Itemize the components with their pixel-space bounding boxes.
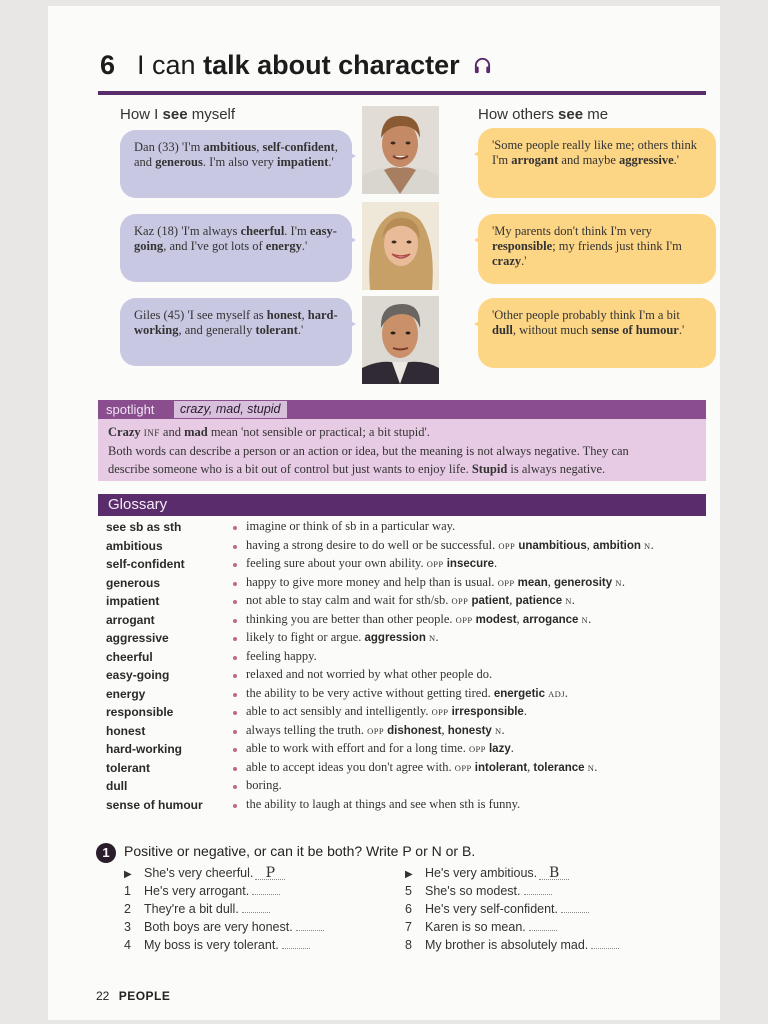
glossary-definition: feeling happy. <box>246 648 317 663</box>
glossary-term: aggressive <box>106 631 169 645</box>
glossary-definition: able to accept ideas you don't agree with. OPP intolerant, tolerance N. <box>246 759 598 774</box>
bullet-dot-icon <box>233 600 237 604</box>
spotlight-line-3: describe someone who is a bit out of control but just wants to enjoy life. Stupid is always negative. <box>108 462 606 476</box>
glossary-row <box>106 574 706 593</box>
glossary-row <box>106 796 706 815</box>
item-text: He's very arrogant. <box>144 884 250 898</box>
glossary-term: generous <box>106 575 161 590</box>
exercise-item <box>124 920 324 934</box>
bullet-dot-icon <box>233 748 237 752</box>
exercise-item <box>124 902 270 916</box>
exercise-instruction: Positive or negative, or can it be both? Write P or N or B. <box>124 843 476 859</box>
item-text: My boss is very tolerant. <box>144 938 279 952</box>
item-text: They're a bit dull. <box>144 902 239 916</box>
bullet-dot-icon <box>233 711 237 715</box>
glossary-term: cheerful <box>106 649 153 664</box>
item-number: 6 <box>405 902 412 916</box>
exercise-item <box>124 866 285 880</box>
glossary-definition: relaxed and not worried by what other people do. <box>246 667 493 681</box>
glossary-term: honest <box>106 723 146 738</box>
unit-number: 6 <box>100 50 116 80</box>
glossary-row <box>106 722 706 741</box>
glossary-definition: able to act sensibly and intelligently. OPP irresponsible. <box>246 704 527 718</box>
glossary-term: arrogant <box>106 612 155 627</box>
example-arrow-icon: ▶ <box>124 869 132 880</box>
answer-blank[interactable] <box>561 903 589 913</box>
answer-blank[interactable] <box>296 921 324 931</box>
bullet-dot-icon <box>233 785 237 789</box>
glossary-row <box>106 629 706 648</box>
glossary-row <box>106 666 706 685</box>
exercise-item <box>405 938 619 952</box>
page-title <box>100 50 492 81</box>
glossary-row <box>106 703 706 722</box>
glossary-definition: thinking you are better than other people. OPP modest, arrogance N. <box>246 611 592 626</box>
item-text: He's very self-confident. <box>425 902 558 916</box>
example-answer: P <box>255 867 285 880</box>
example-arrow-icon: ▶ <box>405 869 413 880</box>
exercise-item <box>124 884 280 898</box>
glossary-row <box>106 759 706 778</box>
glossary-term: self-confident <box>106 557 185 571</box>
bullet-dot-icon <box>233 674 237 678</box>
example-answer: B <box>539 867 569 880</box>
exercise-item <box>405 884 552 898</box>
glossary-definition: imagine or think of sb in a particular way. <box>246 519 456 533</box>
glossary-row <box>106 537 706 556</box>
item-number: 2 <box>124 902 131 916</box>
item-text: She's very cheerful. <box>144 866 254 880</box>
item-number: 8 <box>405 938 412 952</box>
title-bold: talk about character <box>203 50 460 80</box>
glossary-definition: feeling sure about your own ability. OPP insecure. <box>246 556 498 570</box>
left-column-heading: How I see myself <box>120 106 236 123</box>
exercise-number: 1 <box>96 843 116 863</box>
others-bubble-giles: 'Other people probably think I'm a bit dull, without much sense of humour.' <box>478 298 716 368</box>
glossary-term: dull <box>106 779 128 793</box>
spotlight-line-2: Both words can describe a person or an action or idea, but the meaning is not always negative. They can <box>108 444 629 458</box>
glossary-definition: able to work with effort and for a long time. OPP lazy. <box>246 741 514 755</box>
glossary-definition: likely to fight or argue. aggression N. <box>246 630 439 644</box>
item-text: Karen is so mean. <box>425 920 526 934</box>
right-column-heading: How others see me <box>478 106 609 123</box>
answer-blank[interactable] <box>524 885 552 895</box>
title-rule <box>98 91 706 95</box>
title-prefix: I can <box>137 50 204 80</box>
section-name: PEOPLE <box>118 989 171 1003</box>
glossary-list <box>106 518 706 814</box>
item-number: 5 <box>405 884 412 898</box>
bullet-dot-icon <box>233 693 237 697</box>
spotlight-words: crazy, mad, stupid <box>174 401 287 418</box>
page-number: 22 <box>96 989 110 1003</box>
photo-kaz <box>362 202 439 290</box>
glossary-row <box>106 555 706 574</box>
glossary-row <box>106 777 706 796</box>
spotlight-line-1: Crazy INF and mad mean 'not sensible or practical; a bit stupid'. <box>108 425 430 439</box>
others-bubble-dan: 'Some people really like me; others think I'm arrogant and maybe aggressive.' <box>478 128 716 198</box>
glossary-term: easy-going <box>106 668 170 682</box>
answer-blank[interactable] <box>591 939 619 949</box>
exercise-item <box>124 938 310 952</box>
self-bubble-giles: Giles (45) 'I see myself as honest, hard-working, and generally tolerant.' <box>120 298 352 366</box>
bullet-dot-icon <box>233 582 237 586</box>
others-bubble-kaz: 'My parents don't think I'm very responsible; my friends just think I'm crazy.' <box>478 214 716 284</box>
glossary-term: see sb as sth <box>106 520 182 534</box>
answer-blank[interactable] <box>252 885 280 895</box>
item-text: My brother is absolutely mad. <box>425 938 589 952</box>
glossary-row <box>106 592 706 611</box>
answer-blank[interactable] <box>242 903 270 913</box>
glossary-term: ambitious <box>106 538 163 553</box>
spotlight-bar <box>98 400 706 419</box>
glossary-term: tolerant <box>106 760 151 775</box>
glossary-term: sense of humour <box>106 797 203 812</box>
item-text: Both boys are very honest. <box>144 920 293 934</box>
glossary-definition: always telling the truth. OPP dishonest, honesty N. <box>246 722 505 737</box>
bullet-dot-icon <box>233 767 237 771</box>
item-number: 7 <box>405 920 412 934</box>
self-bubble-kaz: Kaz (18) 'I'm always cheerful. I'm easy-going, and I've got lots of energy.' <box>120 214 352 282</box>
glossary-definition: having a strong desire to do well or be successful. OPP unambitious, ambition N. <box>246 537 654 552</box>
answer-blank[interactable] <box>282 939 310 949</box>
textbook-page <box>48 6 720 1020</box>
item-text: She's so modest. <box>425 884 521 898</box>
answer-blank[interactable] <box>529 921 557 931</box>
glossary-heading: Glossary <box>98 494 706 516</box>
glossary-row <box>106 648 706 667</box>
bullet-dot-icon <box>233 526 237 530</box>
bullet-dot-icon <box>233 545 237 549</box>
headphones-icon <box>473 56 492 75</box>
glossary-row <box>106 740 706 759</box>
glossary-definition: the ability to laugh at things and see when sth is funny. <box>246 796 521 811</box>
item-number: 1 <box>124 884 131 898</box>
photo-dan <box>362 106 439 194</box>
bullet-dot-icon <box>233 656 237 660</box>
glossary-definition: the ability to be very active without getting tired. energetic ADJ. <box>246 685 569 700</box>
self-bubble-dan: Dan (33) 'I'm ambitious, self-confident, and generous. I'm also very impatient.' <box>120 130 352 198</box>
bullet-dot-icon <box>233 619 237 623</box>
exercise-item <box>405 902 589 916</box>
item-number: 4 <box>124 938 131 952</box>
exercise-item <box>405 866 569 880</box>
glossary-term: energy <box>106 686 146 701</box>
photo-giles <box>362 296 439 384</box>
glossary-definition: boring. <box>246 778 282 792</box>
glossary-row <box>106 518 706 537</box>
glossary-row <box>106 611 706 630</box>
bullet-dot-icon <box>233 563 237 567</box>
exercise-item <box>405 920 557 934</box>
glossary-row <box>106 685 706 704</box>
item-text: He's very ambitious. <box>425 866 538 880</box>
glossary-term: responsible <box>106 705 174 719</box>
item-number: 3 <box>124 920 131 934</box>
glossary-term: impatient <box>106 594 160 608</box>
spotlight-body <box>98 419 706 481</box>
glossary-definition: happy to give more money and help than is usual. OPP mean, generosity N. <box>246 574 625 589</box>
glossary-term: hard-working <box>106 742 183 756</box>
bullet-dot-icon <box>233 804 237 808</box>
bullet-dot-icon <box>233 637 237 641</box>
spotlight-label: spotlight <box>106 402 155 417</box>
page-footer <box>96 989 170 1003</box>
bullet-dot-icon <box>233 730 237 734</box>
glossary-definition: not able to stay calm and wait for sth/sb. OPP patient, patience N. <box>246 593 575 607</box>
